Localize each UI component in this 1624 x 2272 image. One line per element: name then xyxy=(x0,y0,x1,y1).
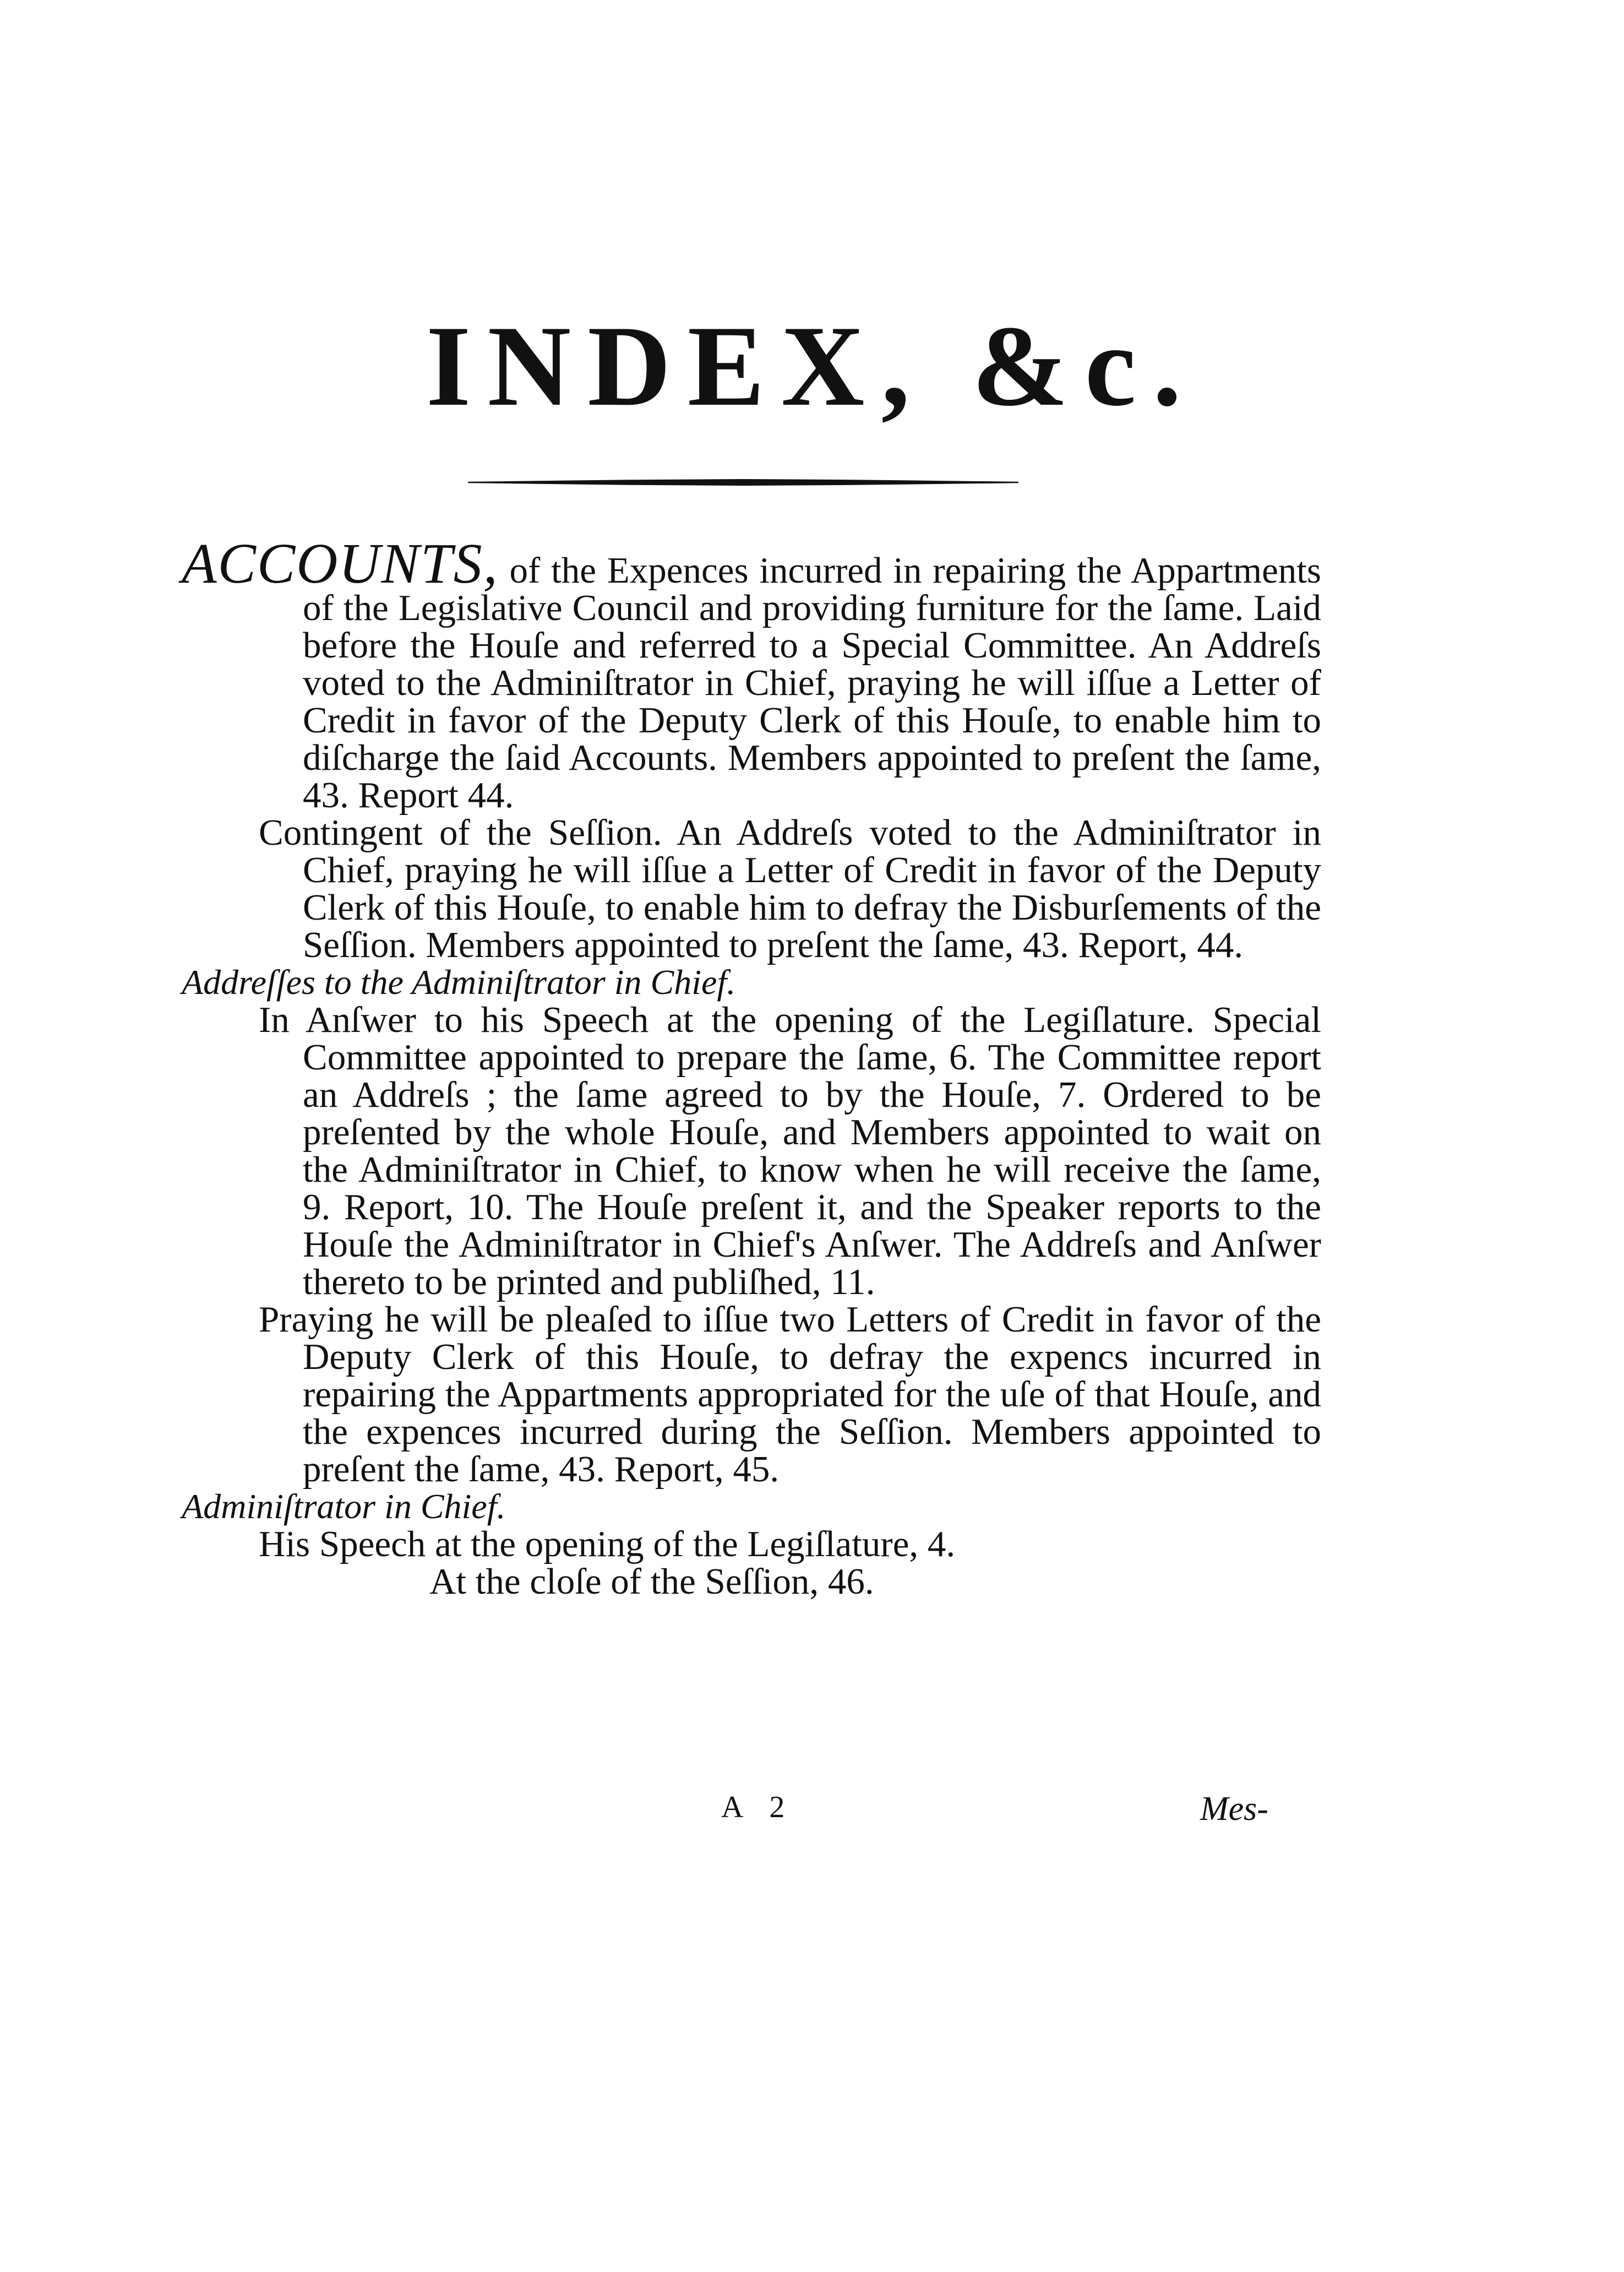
index-entry-addresses-praying: Praying he will be pleaſed to iſſue two Letters of Credit in favor of the Deputy Clerk of this Houſe, to defray the expencs incurred in repairing the Appartments appropriated for the uſe of that Houſe, and the expences incurred during the Seſſion. Members appointed to preſent the ſame, 43. Report, 45. xyxy=(259,1299,1321,1490)
index-entry-addresses-answer: In Anſwer to his Speech at the opening of the Legiſlature. Special Committee appointed to prepare the ſame, 6. The Committee report an Addreſs ; the ſame agreed to by the Houſe, 7. Ordered to be preſented by the whole Houſe, and Members appointed to wait on the Adminiſtrator in Chief, to know when he will receive the ſame, 9. Report, 10. The Houſe preſent it, and the Speaker reports to the Houſe the Adminiſtrator in Chief's Anſwer. The Addreſs and Anſwer thereto to be printed and publiſhed, 11. xyxy=(259,999,1321,1302)
catchword: Mes- xyxy=(1200,1790,1268,1828)
signature-mark: A 2 xyxy=(721,1790,795,1824)
index-heading-addresses: Addreſſes to the Adminiſtrator in Chief. xyxy=(182,963,736,1002)
index-heading-administrator: Adminiſtrator in Chief. xyxy=(182,1487,506,1526)
index-entry-contingent: Contingent of the Seſſion. An Addreſs voted to the Adminiſtrator in Chief, praying he will iſſue a Letter of Credit in favor of the Deputy Clerk of this Houſe, to enable him to defray the Disburſements of the Seſſion. Members appointed to preſent the ſame, 43. Report, 44. xyxy=(259,812,1321,965)
entry-lead-word: ACCOUNTS, xyxy=(182,532,499,595)
index-entry-administrator-speech: His Speech at the opening of the Legiſlature, 4. xyxy=(259,1524,956,1564)
index-entry-accounts xyxy=(182,532,1321,816)
page-title: INDEX, &c. xyxy=(426,302,1198,430)
index-body xyxy=(182,532,1321,1602)
entry-text: of the Expences incurred in repairing the Appartments of the Legislative Council and providing furniture for the ſame. Laid before the Houſe and referred to a Special Committee. An Addreſs voted to the Adminiſtrator in Chief, praying he will iſſue a Letter of Credit in favor of the Deputy Clerk of this Houſe, to enable him to diſcharge the ſaid Accounts. Members appointed to preſent the ſame, 43. Report 44. xyxy=(303,550,1321,816)
title-rule-divider xyxy=(468,479,1018,486)
index-entry-administrator-close: At the cloſe of the Seſſion, 46. xyxy=(429,1561,874,1602)
